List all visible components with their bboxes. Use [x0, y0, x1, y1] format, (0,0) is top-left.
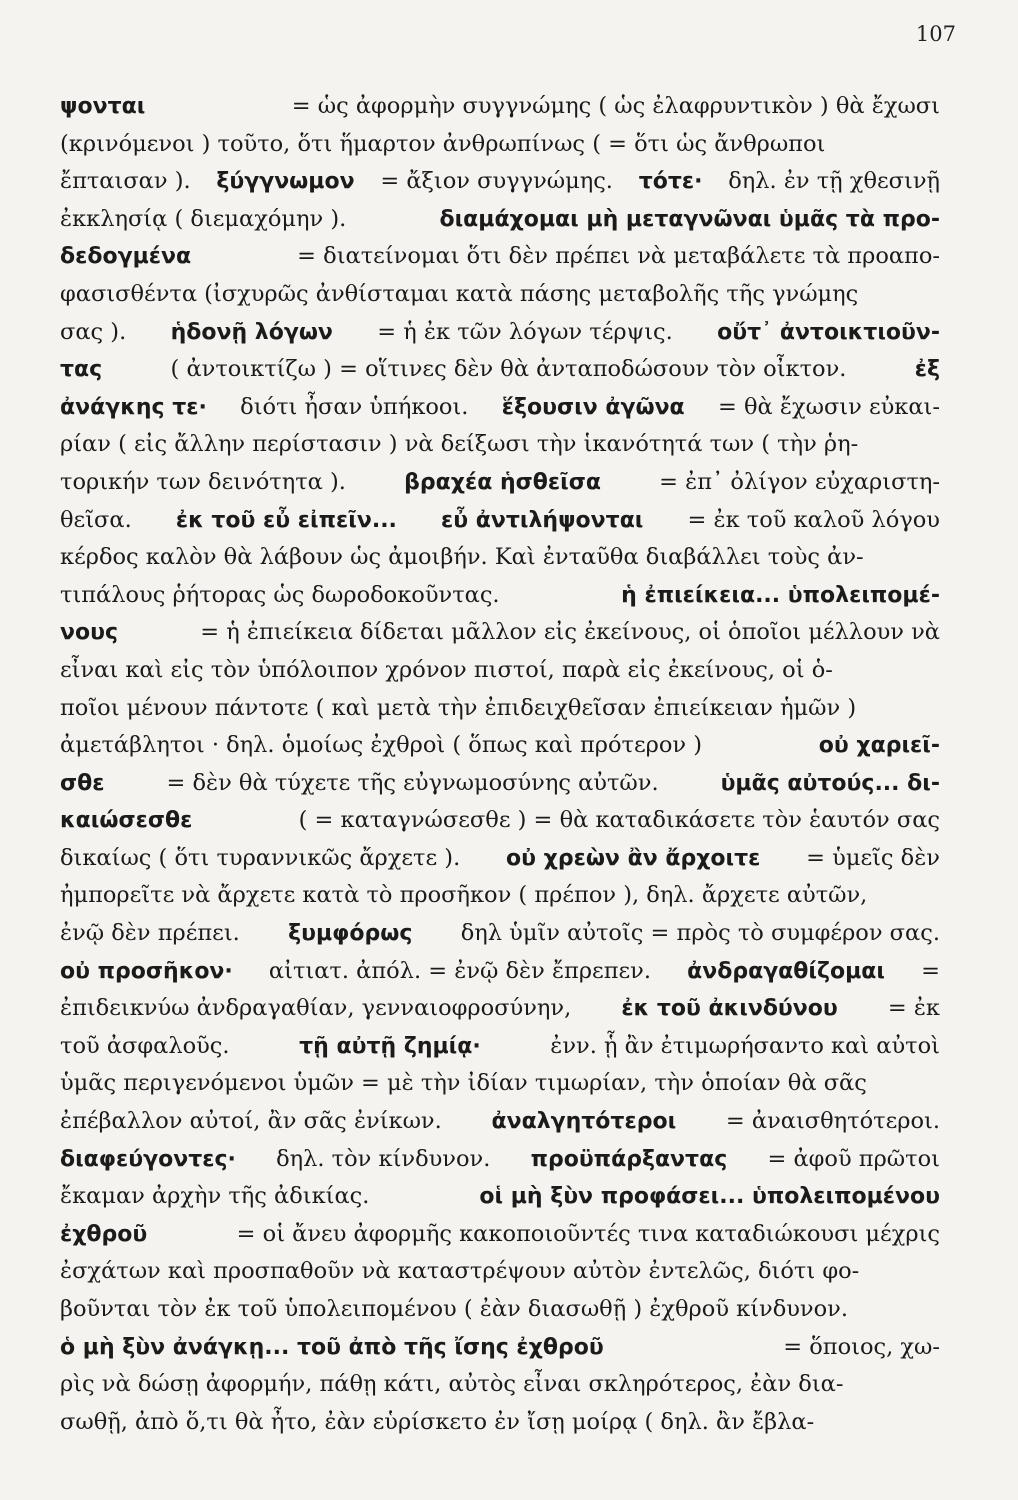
gloss-text: = ἄξιον συγγνώμης.: [380, 168, 613, 195]
lemma-term: οὐ προσῆκον·: [60, 958, 233, 984]
gloss-text: = ἡ ἐκ τῶν λόγων τέρψις.: [377, 318, 673, 345]
text-line: [60, 276, 940, 314]
text-line: [60, 802, 940, 840]
lemma-term: δεδογμένα: [60, 244, 192, 270]
lemma-term: διαμάχομαι μὴ μεταγνῶναι ὑμᾶς τὰ προ-: [439, 206, 940, 232]
lemma-term: ἀνδραγαθίζομαι: [687, 958, 885, 984]
text-line: [60, 1065, 940, 1103]
gloss-text: δηλ ὑμῖν αὐτοῖς = πρὸς τὸ συμφέρον σας.: [460, 920, 940, 947]
text-line: [60, 502, 940, 540]
lemma-term: νους: [60, 620, 118, 646]
lemma-term: διαφεύγοντες·: [60, 1146, 236, 1172]
lemma-term: ἐκ τοῦ εὖ εἰπεῖν...: [175, 507, 397, 533]
text-line: [60, 990, 940, 1028]
gloss-text: ἐνῷ δὲν πρέπει.: [60, 920, 240, 947]
gloss-text: αἰτιατ. ἀπόλ. = ἐνῷ δὲν ἔπρεπεν.: [268, 957, 651, 984]
gloss-text: ἐκκλησίᾳ ( διεμαχόμην ).: [60, 205, 347, 232]
lemma-term: τῇ αὐτῇ ζημίᾳ·: [299, 1033, 481, 1059]
text-line: [60, 1329, 940, 1367]
lemma-term: τότε·: [638, 169, 703, 195]
gloss-text: (κρινόμενοι ) τοῦτο, ὅτι ἥμαρτον ἀνθρωπίνως ( = ὅτι ὡς ἄνθρωποι: [60, 130, 826, 157]
gloss-text: = ὅποιος, χω-: [783, 1333, 940, 1360]
lemma-term: οὐ χαριεῖ-: [818, 733, 940, 759]
text-line: [60, 1103, 940, 1141]
gloss-text: = δὲν θὰ τύχετε τῆς εὐγνωμοσύνης αὐτῶν.: [166, 769, 659, 796]
lemma-term: ἀνάγκης τε·: [60, 394, 207, 420]
text-line: [60, 1366, 940, 1404]
gloss-text: = ὡς ἀφορμὴν συγγνώμης ( ὡς ἐλαφρυντικὸν ) θὰ ἔχωσι: [291, 93, 940, 119]
lemma-term: ἡ ἐπιείκεια... ὑπολειπομέ-: [621, 582, 940, 608]
gloss-text: ( = καταγνώσεσθε ) = θὰ καταδικάσετε τὸν ἑαυτόν σας: [298, 807, 940, 834]
text-line: [60, 351, 940, 389]
text-line: [60, 953, 940, 991]
gloss-text: = ἡ ἐπιείκεια δίδεται μᾶλλον εἰς ἐκείνους, οἱ ὁποῖοι μέλλουν νὰ: [200, 619, 940, 646]
text-line: [60, 652, 940, 690]
gloss-text: ἐπιδεικνύω ἀνδραγαθίαν, γενναιοφροσύνην,: [60, 995, 572, 1022]
lemma-term: οἱ μὴ ξὺν προφάσει... ὑπολειπομένου: [479, 1184, 940, 1210]
gloss-text: ὑμᾶς περιγενόμενοι ὑμῶν = μὲ τὴν ἰδίαν τιμωρίαν, τὴν ὁποίαν θὰ σᾶς: [60, 1070, 867, 1097]
text-line: [60, 1178, 940, 1216]
lemma-term: ἀναλγητότεροι: [491, 1109, 677, 1135]
gloss-text: ρὶς νὰ δώσῃ ἀφορμήν, πάθῃ κάτι, αὐτὸς εἶναι σκληρότερος, ἐὰν δια-: [60, 1371, 844, 1398]
lemma-term: τας: [60, 357, 103, 383]
text-line: [60, 539, 940, 577]
text-line: [60, 1291, 940, 1329]
gloss-text: κέρδος καλὸν θὰ λάβουν ὡς ἀμοιβήν. Καὶ ἐνταῦθα διαβάλλει τοὺς ἀν-: [60, 544, 864, 571]
gloss-text: = ἐκ: [887, 995, 940, 1022]
gloss-text: θεῖσα.: [60, 506, 132, 533]
lemma-term: ὑμᾶς αὐτούς... δι-: [720, 770, 940, 796]
gloss-text: τορικήν των δεινότητα ).: [60, 468, 346, 495]
gloss-text: βοῦνται τὸν ἐκ τοῦ ὑπολειπομένου ( ἐὰν διασωθῇ ) ἐχθροῦ κίνδυνον.: [60, 1296, 848, 1322]
gloss-text: = διατείνομαι ὅτι δὲν πρέπει νὰ μεταβάλετε τὰ προαπο-: [297, 243, 940, 270]
gloss-text: σωθῇ, ἀπὸ ὅ,τι θὰ ἦτο, ἐὰν εὑρίσκετο ἐν ἴσῃ μοίρᾳ ( δηλ. ἂν ἔβλα-: [60, 1408, 815, 1435]
lemma-term: ἕξουσιν ἀγῶνα: [501, 394, 685, 420]
text-line: [60, 727, 940, 765]
text-line: [60, 840, 940, 878]
gloss-text: τιπάλους ῥήτορας ὡς δωροδοκοῦντας.: [60, 581, 500, 608]
text-line: [60, 1028, 940, 1066]
text-line: [60, 765, 940, 803]
text-line: [60, 1253, 940, 1291]
gloss-text: = ὑμεῖς δὲν: [806, 844, 940, 871]
lemma-term: ἐχθροῦ: [60, 1221, 148, 1247]
gloss-text: ἔκαμαν ἀρχὴν τῆς ἀδικίας.: [60, 1183, 370, 1210]
gloss-text: δικαίως ( ὅτι τυραννικῶς ἄρχετε ).: [60, 844, 461, 871]
gloss-text: ( ἀντοικτίζω ) = οἵτινες δὲν θὰ ἀνταποδώσουν τὸν οἶκτον.: [170, 356, 847, 383]
text-line: [60, 201, 940, 239]
gloss-text: = ἐκ τοῦ καλοῦ λόγου: [687, 506, 940, 533]
text-line: [60, 88, 940, 126]
text-line: [60, 1141, 940, 1179]
lemma-term: οὔτ᾿ ἀντοικτιοῦν-: [717, 319, 940, 345]
text-line: [60, 1404, 940, 1442]
gloss-text: διότι ἦσαν ὑπήκοοι.: [240, 393, 469, 420]
gloss-text: ἠμπορεῖτε νὰ ἄρχετε κατὰ τὸ προσῆκον ( πρέπον ), δηλ. ἄρχετε αὐτῶν,: [60, 882, 868, 909]
text-line: [60, 1216, 940, 1254]
lemma-term: προϋπάρξαντας: [530, 1146, 728, 1172]
lemma-term: ἐξ: [914, 357, 940, 383]
gloss-text: φασισθέντα (ἰσχυρῶς ἀνθίσταμαι κατὰ πάσης μεταβολῆς τῆς γνώμης: [60, 280, 859, 307]
text-line: [60, 690, 940, 728]
text-line: [60, 314, 940, 352]
gloss-text: = θὰ ἔχωσιν εὐκαι-: [718, 393, 940, 420]
gloss-text: ἐσχάτων καὶ προσπαθοῦν νὰ καταστρέψουν αὐτὸν ἐντελῶς, διότι φο-: [60, 1258, 860, 1285]
page-number: 107: [915, 22, 956, 46]
text-line: [60, 426, 940, 464]
lemma-term: ἐκ τοῦ ἀκινδύνου: [621, 996, 838, 1022]
lemma-term: σθε: [60, 770, 105, 796]
gloss-text: = ἐπ᾿ ὀλίγον εὐχαριστη-: [659, 468, 940, 495]
text-line: [60, 915, 940, 953]
lemma-term: καιώσεσθε: [60, 808, 193, 834]
lemma-term: ὁ μὴ ξὺν ἀνάγκῃ... τοῦ ἀπὸ τῆς ἴσης ἐχθροῦ: [60, 1334, 604, 1360]
lemma-term: ξύγγνωμον: [216, 169, 355, 195]
lemma-term: βραχέα ἡσθεῖσα: [404, 469, 601, 495]
gloss-text: ἀμετάβλητοι · δηλ. ὁμοίως ἐχθροὶ ( ὅπως καὶ πρότερον ): [60, 732, 703, 759]
gloss-text: σας ).: [60, 318, 127, 345]
gloss-text: = ἀφοῦ πρῶτοι: [767, 1145, 940, 1172]
gloss-text: ρίαν ( εἰς ἄλλην περίστασιν ) νὰ δείξωσι τὴν ἱκανότητά των ( τὴν ῥη-: [60, 431, 859, 458]
text-line: [60, 238, 940, 276]
gloss-text: ἐνν. ᾗ ἂν ἐτιμωρήσαντο καὶ αὐτοὶ: [550, 1032, 940, 1059]
gloss-text: =: [921, 957, 940, 984]
gloss-text: ἔπταισαν ).: [60, 168, 191, 195]
gloss-text: ποῖοι μένουν πάντοτε ( καὶ μετὰ τὴν ἐπιδειχθεῖσαν ἐπιείκειαν ἡμῶν ): [60, 694, 857, 721]
text-line: [60, 464, 940, 502]
lemma-term: οὐ χρεὼν ἂν ἄρχοιτε: [506, 845, 761, 871]
text-line: [60, 614, 940, 652]
gloss-text: τοῦ ἀσφαλοῦς.: [60, 1032, 230, 1059]
text-line: [60, 577, 940, 615]
commentary-text: [60, 88, 940, 1441]
text-line: [60, 389, 940, 427]
lemma-term: ἡδονῇ λόγων: [170, 319, 333, 345]
text-line: [60, 877, 940, 915]
lemma-term: ψονται: [60, 94, 146, 119]
gloss-text: δηλ. τὸν κίνδυνον.: [276, 1145, 491, 1172]
gloss-text: ἐπέβαλλον αὐτοί, ἂν σᾶς ἐνίκων.: [60, 1108, 442, 1135]
gloss-text: εἶναι καὶ εἰς τὸν ὑπόλοιπον χρόνον πιστοί, παρὰ εἰς ἐκείνους, οἱ ὁ-: [60, 656, 833, 683]
gloss-text: = ἀναισθητότεροι.: [725, 1108, 940, 1135]
lemma-term: ξυμφόρως: [288, 921, 413, 947]
text-line: [60, 163, 940, 201]
text-line: [60, 126, 940, 164]
gloss-text: = οἱ ἄνευ ἀφορμῆς κακοποιοῦντές τινα καταδιώκουσι μέχρις: [236, 1220, 940, 1247]
gloss-text: δηλ. ἐν τῇ χθεσινῇ: [728, 168, 940, 195]
lemma-term: εὖ ἀντιλήψονται: [441, 507, 644, 533]
